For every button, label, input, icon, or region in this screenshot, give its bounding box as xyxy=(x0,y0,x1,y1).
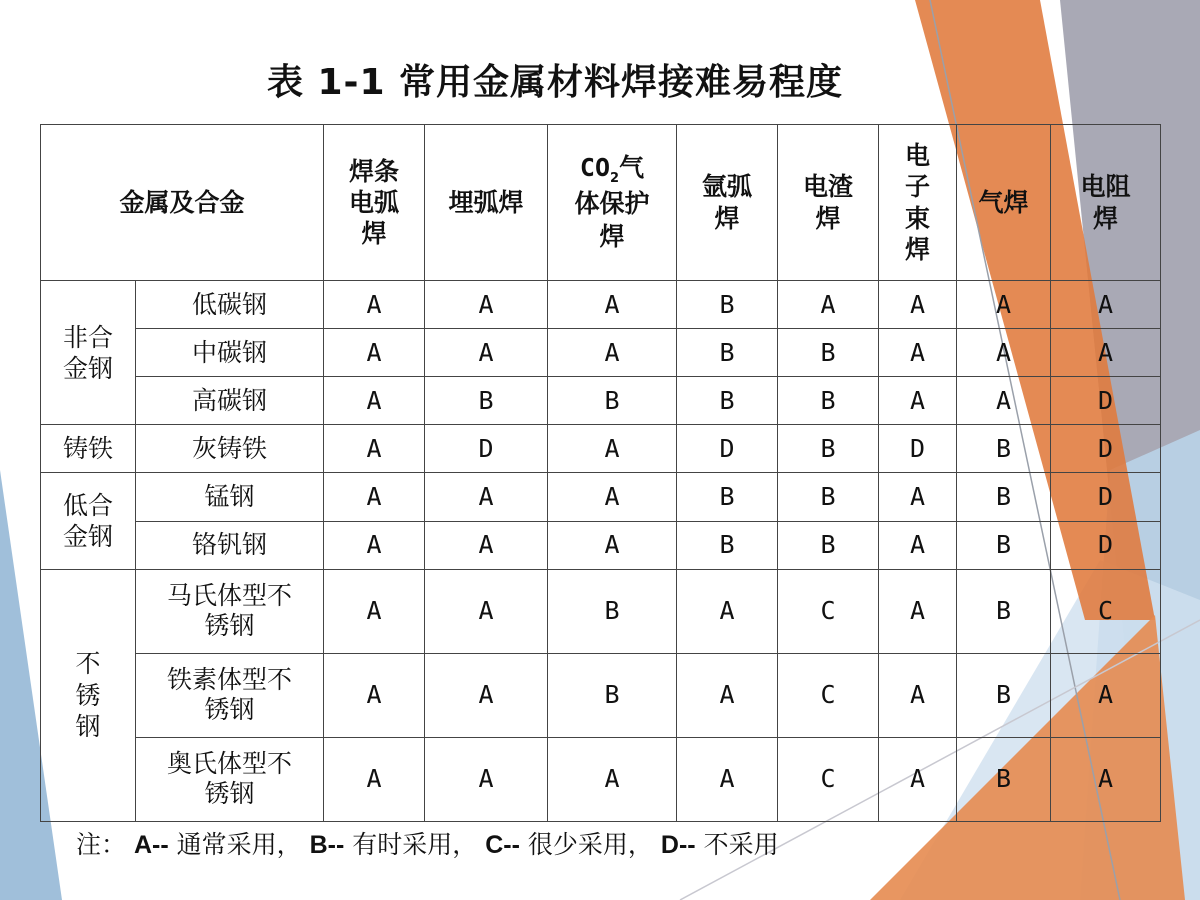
rating-cell: A xyxy=(425,737,548,821)
rating-cell: A xyxy=(324,281,425,329)
group-name: 铸铁 xyxy=(62,434,113,464)
material-name: 马氏体型不锈钢 xyxy=(166,581,292,641)
header-process xyxy=(425,125,548,281)
table-row xyxy=(41,281,1161,329)
rating-cell: B xyxy=(677,281,778,329)
material-name: 低碳钢 xyxy=(191,289,267,319)
rating-cell: D xyxy=(879,425,957,473)
rating-cell: A xyxy=(324,737,425,821)
rating-cell: A xyxy=(957,377,1051,425)
material-name: 铬钒钢 xyxy=(191,530,267,560)
header-process xyxy=(548,125,677,281)
rating-cell: B xyxy=(957,653,1051,737)
page-title: 表 1-1 常用金属材料焊接难易程度 xyxy=(266,62,844,103)
table-row xyxy=(41,653,1161,737)
rating-cell: A xyxy=(548,521,677,569)
rating-cell: A xyxy=(879,737,957,821)
group-name-cell xyxy=(41,473,136,569)
note-text: 不采用 xyxy=(703,830,779,859)
header-process xyxy=(879,125,957,281)
rating-cell: B xyxy=(677,521,778,569)
rating-cell: A xyxy=(778,281,879,329)
group-name: 低合金钢 xyxy=(62,490,113,552)
rating-cell: A xyxy=(425,653,548,737)
header-process-label: 焊条电弧焊 xyxy=(349,156,400,249)
header-row xyxy=(41,125,1161,281)
rating-cell: A xyxy=(1051,329,1161,377)
material-name-cell xyxy=(136,653,324,737)
rating-cell: B xyxy=(548,377,677,425)
header-process-label: CO xyxy=(579,153,611,183)
header-process-rest: 气体保护焊 xyxy=(574,153,650,251)
rating-cell: B xyxy=(957,521,1051,569)
rating-cell: A xyxy=(548,329,677,377)
table-row xyxy=(41,425,1161,473)
header-process xyxy=(1051,125,1161,281)
rating-cell: A xyxy=(425,329,548,377)
note-code: D-- xyxy=(660,831,696,859)
material-name: 高碳钢 xyxy=(191,385,267,415)
rating-cell: B xyxy=(548,653,677,737)
rating-cell: A xyxy=(425,281,548,329)
header-process xyxy=(324,125,425,281)
rating-cell: B xyxy=(957,473,1051,521)
header-process-label: 气焊 xyxy=(978,187,1029,217)
welding-table xyxy=(40,124,1161,822)
group-name-cell xyxy=(41,281,136,425)
rating-cell: B xyxy=(677,377,778,425)
rating-cell: B xyxy=(957,569,1051,653)
rating-cell: C xyxy=(778,653,879,737)
rating-cell: A xyxy=(425,473,548,521)
rating-cell: A xyxy=(677,569,778,653)
rating-cell: A xyxy=(677,737,778,821)
rating-cell: C xyxy=(778,569,879,653)
note-code: A-- xyxy=(133,831,169,859)
rating-cell: A xyxy=(1051,737,1161,821)
header-process-label: 氩弧焊 xyxy=(702,172,753,233)
rating-cell: C xyxy=(778,737,879,821)
rating-cell: A xyxy=(957,329,1051,377)
material-name: 灰铸铁 xyxy=(191,433,267,463)
rating-cell: A xyxy=(548,425,677,473)
group-name-cell xyxy=(41,569,136,821)
material-name-cell xyxy=(136,425,324,473)
note-prefix: 注： xyxy=(76,830,127,859)
note-text: 有时采用， xyxy=(352,830,478,859)
material-name: 中碳钢 xyxy=(191,337,267,367)
rating-cell: B xyxy=(778,377,879,425)
rating-cell: C xyxy=(1051,569,1161,653)
rating-cell: A xyxy=(324,653,425,737)
rating-cell: A xyxy=(324,329,425,377)
rating-cell: A xyxy=(324,377,425,425)
table-row xyxy=(41,473,1161,521)
table-row xyxy=(41,377,1161,425)
rating-cell: D xyxy=(677,425,778,473)
rating-cell: A xyxy=(548,737,677,821)
group-name-cell xyxy=(41,425,136,473)
note-code: C-- xyxy=(485,831,520,859)
rating-cell: A xyxy=(879,281,957,329)
rating-cell: A xyxy=(879,569,957,653)
rating-cell: B xyxy=(778,521,879,569)
rating-cell: A xyxy=(425,521,548,569)
header-process-label: 电子束焊 xyxy=(905,141,931,264)
material-name-cell xyxy=(136,521,324,569)
rating-cell: A xyxy=(879,653,957,737)
header-process-label: 埋弧焊 xyxy=(448,187,524,217)
rating-cell: B xyxy=(677,473,778,521)
rating-cell: A xyxy=(879,521,957,569)
rating-cell: D xyxy=(1051,377,1161,425)
header-process xyxy=(957,125,1051,281)
header-process-label: 电渣焊 xyxy=(803,172,854,233)
rating-cell: B xyxy=(957,737,1051,821)
rating-cell: B xyxy=(778,329,879,377)
rating-cell: A xyxy=(324,425,425,473)
rating-cell: A xyxy=(1051,281,1161,329)
rating-cell: D xyxy=(1051,473,1161,521)
group-name: 不锈钢 xyxy=(75,649,101,741)
material-name: 锰钢 xyxy=(204,482,255,511)
table-row xyxy=(41,329,1161,377)
rating-cell: A xyxy=(879,473,957,521)
material-name-cell xyxy=(136,473,324,521)
rating-cell: D xyxy=(425,425,548,473)
material-name-cell xyxy=(136,281,324,329)
material-name-cell xyxy=(136,329,324,377)
rating-cell: A xyxy=(548,281,677,329)
note-text: 很少采用， xyxy=(527,830,653,859)
rating-cell: A xyxy=(879,329,957,377)
rating-cell: A xyxy=(879,377,957,425)
header-process-label: 电阻焊 xyxy=(1080,172,1131,233)
material-name: 奥氏体型不锈钢 xyxy=(166,749,292,809)
rating-cell: B xyxy=(677,329,778,377)
rating-cell: A xyxy=(1051,653,1161,737)
group-name: 非合金钢 xyxy=(62,322,113,383)
rating-cell: B xyxy=(425,377,548,425)
header-process-sub: 2 xyxy=(610,171,620,187)
rating-cell: D xyxy=(1051,425,1161,473)
header-process xyxy=(778,125,879,281)
header-process xyxy=(677,125,778,281)
table-row xyxy=(41,521,1161,569)
rating-cell: A xyxy=(548,473,677,521)
material-name: 铁素体型不锈钢 xyxy=(166,665,292,725)
rating-cell: B xyxy=(778,425,879,473)
note-code: B-- xyxy=(309,831,345,859)
header-metal: 金属及合金 xyxy=(41,125,324,281)
table-row xyxy=(41,569,1161,653)
rating-cell: B xyxy=(548,569,677,653)
rating-cell: D xyxy=(1051,521,1161,569)
rating-cell: B xyxy=(957,425,1051,473)
rating-cell: B xyxy=(778,473,879,521)
material-name-cell xyxy=(136,377,324,425)
rating-cell: A xyxy=(324,521,425,569)
rating-cell: A xyxy=(957,281,1051,329)
rating-cell: A xyxy=(324,569,425,653)
material-name-cell xyxy=(136,737,324,821)
legend-note xyxy=(76,828,876,863)
rating-cell: A xyxy=(324,473,425,521)
material-name-cell xyxy=(136,569,324,653)
note-text: 通常采用， xyxy=(176,830,302,859)
rating-cell: A xyxy=(425,569,548,653)
rating-cell: A xyxy=(677,653,778,737)
table-row xyxy=(41,737,1161,821)
